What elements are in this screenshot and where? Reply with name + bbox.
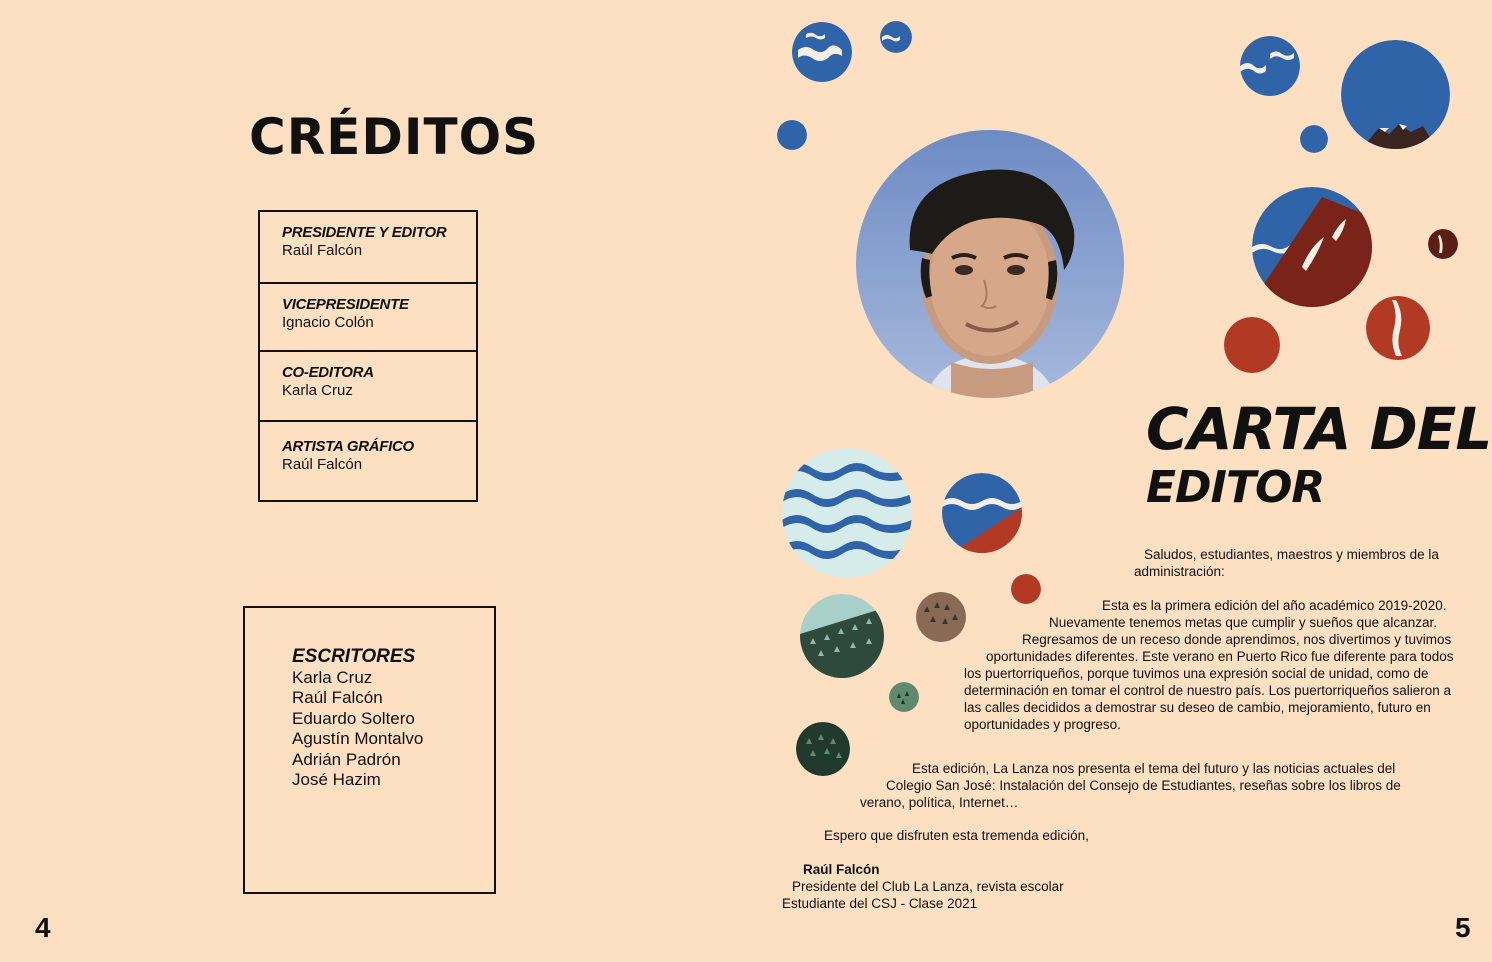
writers-title: ESCRITORES [292, 646, 416, 667]
letter-paragraph-line: oportunidades diferentes. Este verano en Puerto Rico fue diferente para todos [986, 649, 1454, 664]
credits-title: CRÉDITOS [249, 108, 540, 166]
writer-name: Raúl Falcón [292, 688, 383, 708]
roles-box [258, 210, 478, 502]
letter-paragraph-line: los puertorriqueños, porque tuvimos una expresión social de unidad, como de [964, 666, 1429, 681]
letter-paragraph-line: Esta es la primera edición del año académico 2019-2020. [1102, 598, 1447, 613]
role-name: Raúl Falcón [282, 456, 363, 473]
carta-title-line2: EDITOR [1146, 462, 1325, 513]
letter-paragraph-line: Esta edición, La Lanza nos presenta el tema del futuro y las noticias actuales del [912, 761, 1396, 776]
role-name: Karla Cruz [282, 382, 353, 399]
carta-title-line1: CARTA DEL [1146, 395, 1492, 463]
writer-name: Eduardo Soltero [292, 708, 415, 728]
role-title: VICEPRESIDENTE [282, 296, 409, 313]
letter-paragraph-line: verano, política, Internet… [860, 795, 1019, 810]
role-name: Ignacio Colón [282, 314, 374, 331]
letter-paragraph-line: Regresamos de un receso donde aprendimos, nos divertimos y tuvimos [1022, 632, 1452, 647]
signature-class: Estudiante del CSJ - Clase 2021 [782, 896, 978, 911]
letter-greeting-line: administración: [1134, 564, 1225, 579]
role-cell-coeditor [260, 352, 476, 422]
page-number-right: 5 [1455, 912, 1471, 943]
writer-name: Agustín Montalvo [292, 729, 424, 749]
role-cell-vicepresident [260, 284, 476, 352]
editor-letter [746, 0, 1492, 962]
role-cell-artist [260, 422, 476, 500]
role-name: Raúl Falcón [282, 242, 363, 259]
role-title: CO-EDITORA [282, 364, 374, 381]
signature-role: Presidente del Club La Lanza, revista escolar [792, 879, 1064, 894]
letter-closing: Espero que disfruten esta tremenda edición, [824, 828, 1089, 843]
writer-name: Karla Cruz [292, 668, 373, 687]
role-title: ARTISTA GRÁFICO [282, 438, 414, 455]
letter-paragraph-line: Nuevamente tenemos metas que cumplir y sueños que alcanzar. [1049, 615, 1437, 630]
writer-name: José Hazim [292, 770, 381, 790]
role-cell-president [260, 212, 476, 284]
signature-name: Raúl Falcón [803, 862, 880, 877]
role-title: PRESIDENTE Y EDITOR [282, 224, 447, 241]
letter-paragraph-line: las calles decididos a demostrar su deseo de cambio, mejoramiento, futuro en [964, 700, 1431, 715]
writer-name: Adrián Padrón [292, 749, 401, 769]
letter-paragraph-line: oportunidades y progreso. [964, 717, 1121, 732]
writers-box [243, 606, 496, 894]
page-number-left: 4 [35, 912, 51, 943]
letter-paragraph-line: Colegio San José: Instalación del Consejo de Estudiantes, reseñas sobre los libros de [886, 778, 1401, 793]
letter-greeting-line: Saludos, estudiantes, maestros y miembros de la [1144, 547, 1439, 562]
letter-paragraph-line: determinación en tomar el control de nuestro país. Los puertorriqueños salieron a [964, 683, 1452, 698]
right-page [746, 0, 1492, 962]
writers-list [292, 668, 494, 790]
